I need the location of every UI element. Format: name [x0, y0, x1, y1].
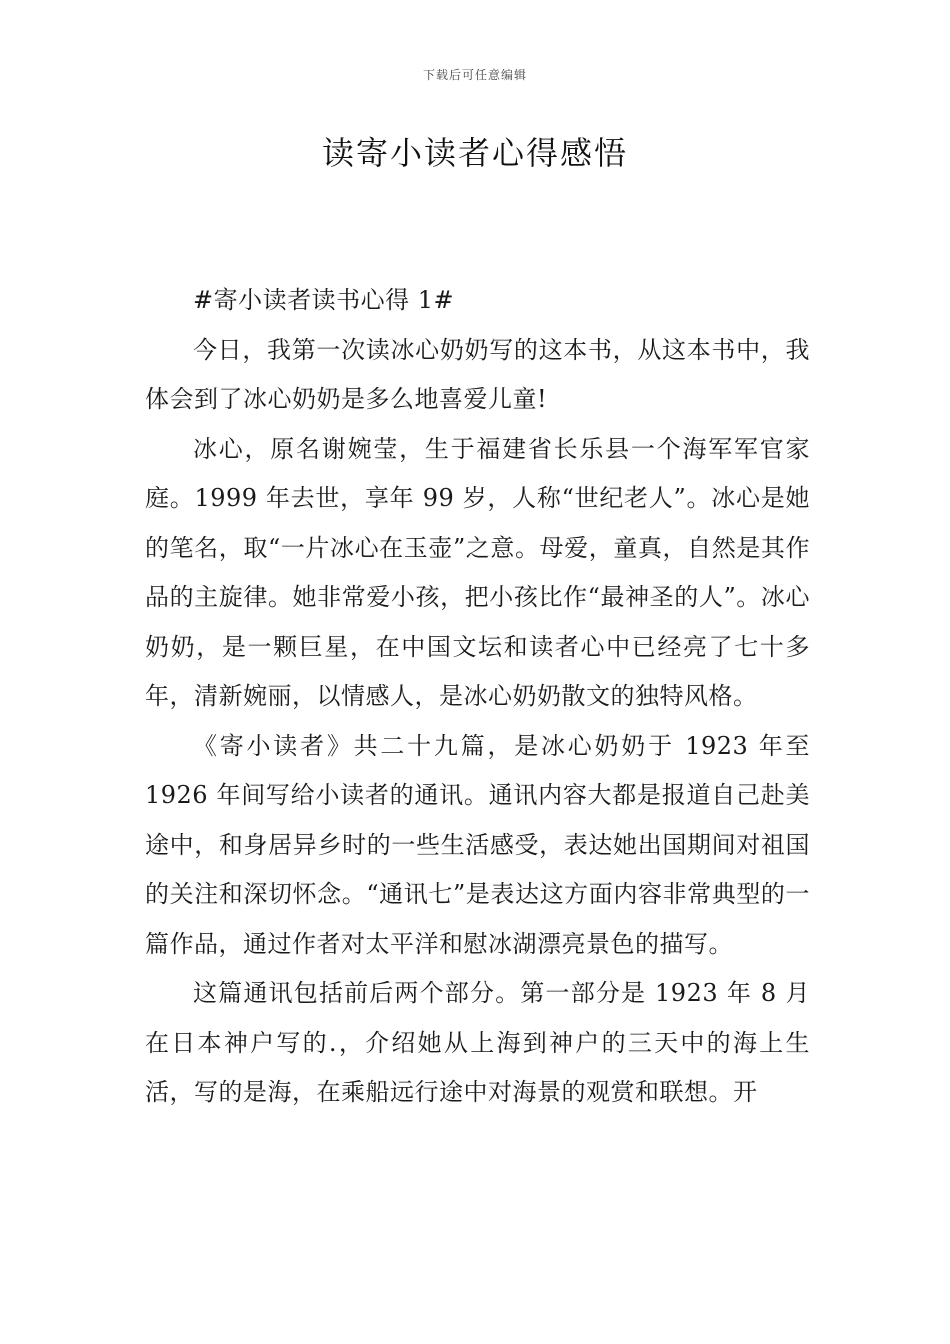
section-heading: #寄小读者读书心得 1# — [193, 286, 455, 314]
paragraph: 这篇通讯包括前后两个部分。第一部分是 1923 年 8 月在日本神户写的.，介绍她从上海到神户的三天中的海上生活，写的是海，在乘船远行途中对海景的观赏和联想。开 — [145, 979, 810, 1106]
paragraph: 《寄小读者》共二十九篇，是冰心奶奶于 1923 年至 1926 年间写给小读者的通讯。通讯内容大都是报道自己赴美途中，和身居异乡时的一些生活感受，表达她出国期间对祖国的关注和深切怀念。“通讯七”是表达这方面内容非常典型的一篇作品，通过作者对太平洋和慰冰湖漂亮景色的描写。 — [145, 731, 810, 958]
document-body — [145, 276, 810, 1118]
paragraph: 今日，我第一次读冰心奶奶写的这本书，从这本书中，我体会到了冰心奶奶是多么地喜爱儿童! — [145, 335, 810, 413]
document-title: 读寄小读者心得感悟 — [321, 134, 628, 172]
paragraph: 冰心，原名谢婉莹，生于福建省长乐县一个海军军官家庭。1999 年去世，享年 99 岁，人称“世纪老人”。冰心是她的笔名，取“一片冰心在玉壶”之意。母爱，童真，自然是其作品的主旋律。她非常爱小孩，把小孩比作“最神圣的人”。冰心奶奶，是一颗巨星，在中国文坛和读者心中已经亮了七十多年，清新婉丽，以情感人，是冰心奶奶散文的独特风格。 — [145, 434, 810, 710]
header-note: 下载后可任意编辑 — [422, 68, 527, 82]
